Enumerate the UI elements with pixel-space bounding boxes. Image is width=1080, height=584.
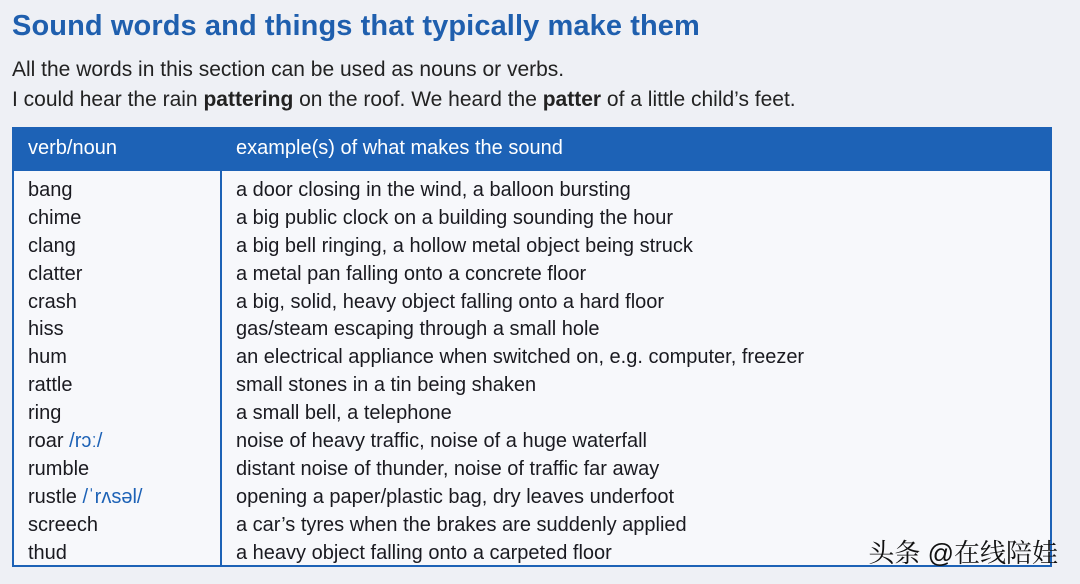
- table-row: [14, 344, 1050, 372]
- example-cell: small stones in a tin being shaken: [236, 374, 537, 397]
- word-cell: [28, 456, 89, 483]
- table-row: [14, 261, 1050, 289]
- pronunciation: /rɔː/: [69, 430, 103, 453]
- example-cell: gas/steam escaping through a small hole: [236, 318, 600, 341]
- word: clatter: [28, 262, 83, 285]
- word: rustle: [28, 485, 77, 508]
- example-cell: a door closing in the wind, a balloon bursting: [236, 179, 631, 201]
- table-row: [14, 205, 1050, 233]
- table-row: [14, 456, 1050, 484]
- table-header: [14, 129, 1050, 171]
- table-body: [14, 177, 1050, 567]
- example-cell: a big, solid, heavy object falling onto a hard floor: [236, 290, 665, 313]
- word-cell: [28, 177, 73, 204]
- example-cell: a metal pan falling onto a concrete floor: [236, 262, 587, 285]
- word-cell: [28, 540, 67, 567]
- word-cell: [28, 372, 72, 399]
- example-cell: a big bell ringing, a hollow metal object being struck: [236, 234, 693, 257]
- example-cell: an electrical appliance when switched on, e.g. computer, freezer: [236, 346, 805, 369]
- word: crash: [28, 290, 77, 313]
- intro-text: on the roof. We heard the: [293, 88, 543, 111]
- intro-text: of a little child’s feet.: [601, 88, 796, 111]
- word: rumble: [28, 457, 90, 480]
- word-cell: [28, 261, 82, 288]
- page-title: Sound words and things that typically make them: [12, 10, 700, 42]
- word-cell: [28, 205, 81, 232]
- example-cell: a car’s tyres when the brakes are suddenly applied: [236, 513, 687, 536]
- intro-line-1: [12, 58, 564, 82]
- intro-text: All the words in this section can be used as nouns or verbs.: [12, 58, 565, 81]
- word-cell: [28, 316, 64, 343]
- word-cell: [28, 512, 98, 539]
- table-row: [14, 428, 1050, 456]
- watermark: 头条 @在线陪娃: [868, 538, 1058, 568]
- word: bang: [28, 179, 73, 201]
- table-row: [14, 289, 1050, 317]
- table-row: [14, 316, 1050, 344]
- column-header-verb-noun: verb/noun: [28, 137, 117, 159]
- word: hiss: [28, 318, 64, 341]
- table-row: [14, 372, 1050, 400]
- word-cell: [28, 344, 67, 371]
- table-row: [14, 233, 1050, 261]
- word: roar: [28, 430, 64, 453]
- bold-term: patter: [542, 88, 602, 111]
- example-cell: noise of heavy traffic, noise of a huge waterfall: [236, 430, 647, 453]
- word: screech: [28, 513, 99, 536]
- example-cell: a small bell, a telephone: [236, 402, 452, 425]
- intro-text: I could hear the rain: [12, 88, 204, 111]
- column-header-examples: example(s) of what makes the sound: [236, 137, 563, 159]
- word: thud: [28, 541, 67, 564]
- sound-words-table: [12, 127, 1052, 567]
- example-cell: a big public clock on a building sounding the hour: [236, 206, 673, 229]
- word: hum: [28, 346, 67, 369]
- pronunciation: /ˈrʌsəl/: [82, 485, 143, 508]
- word-cell: [28, 233, 76, 260]
- word: rattle: [28, 374, 73, 397]
- bold-term: pattering: [203, 88, 294, 111]
- word: clang: [28, 234, 76, 257]
- example-cell: a heavy object falling onto a carpeted floor: [236, 541, 612, 564]
- table-row: [14, 400, 1050, 428]
- word: ring: [28, 402, 62, 425]
- example-cell: distant noise of thunder, noise of traffic far away: [236, 457, 660, 480]
- word-cell: [28, 400, 61, 427]
- intro-line-2: [12, 88, 796, 112]
- word-cell: [28, 428, 102, 455]
- table-row: [14, 177, 1050, 205]
- word-cell: [28, 484, 142, 511]
- word-cell: [28, 289, 77, 316]
- word: chime: [28, 206, 82, 229]
- table-row: [14, 484, 1050, 512]
- example-cell: opening a paper/plastic bag, dry leaves underfoot: [236, 485, 675, 508]
